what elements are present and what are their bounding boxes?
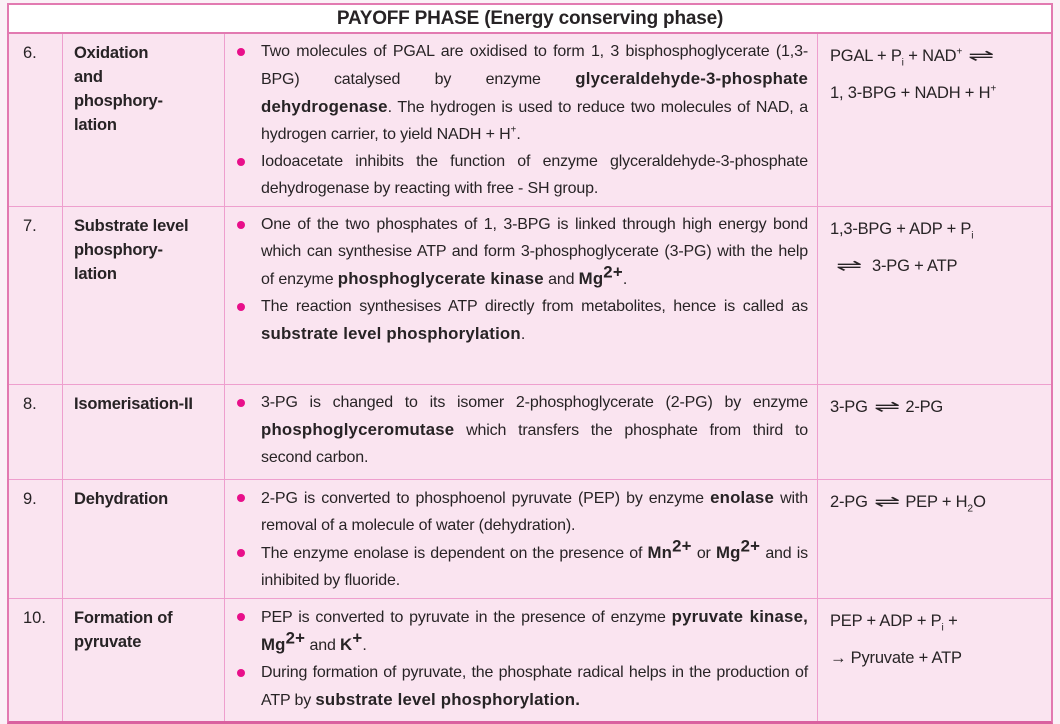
bullet-text: PEP is converted to pyruvate in the presence of enzyme pyruvate kinase, $Mg^{2+}$ and K+. bbox=[261, 607, 808, 654]
step-number: 8. bbox=[9, 385, 63, 479]
bullet-item bbox=[235, 484, 808, 539]
table-header-row bbox=[9, 5, 1051, 34]
bullet-text: Two molecules of PGAL are oxidised to form 1, 3 bisphosphoglycerate (1,3-BPG) catalysed by enzyme glyceraldehyde-3-phosphate dehydrogenase. The hydrogen is used to reduce two molecules of NAD, a hydrogen carrier, to yield NADH + H+. bbox=[261, 43, 808, 143]
step-name: Oxidation and phosphory- lation bbox=[63, 34, 225, 206]
step-number: 9. bbox=[9, 480, 63, 598]
step-equation bbox=[818, 599, 1051, 721]
bullet-icon bbox=[237, 158, 245, 166]
equation-line: ⇌ 3-PG + ATP bbox=[835, 257, 958, 275]
equation-line: PGAL + $P_i + NAD^+$ ⇌ bbox=[830, 46, 995, 69]
equation-line: 1,3-BPG + ADP + $P_i$ bbox=[830, 220, 974, 242]
equation-line: 3-PG ⇌ 2-PG bbox=[830, 398, 944, 416]
step-name: Formation of pyruvate bbox=[63, 599, 225, 721]
bullet-item bbox=[235, 603, 808, 659]
bullet-text: Iodoacetate inhibits the function of enzyme glyceraldehyde-3-phosphate dehydrogenase by reacting with free - SH group. bbox=[261, 153, 808, 197]
bullet-icon bbox=[237, 399, 245, 407]
bullet-text: 3-PG is changed to its isomer 2-phosphoglycerate (2-PG) by enzyme phosphoglyceromutase which transfers the phosphate from third to second carbon. bbox=[261, 394, 808, 466]
bullet-icon bbox=[237, 303, 245, 311]
bullet-item bbox=[235, 389, 808, 471]
step-description bbox=[225, 34, 818, 206]
bullet-text: The reaction synthesises ATP directly from metabolites, hence is called as substrate level phosphorylation. bbox=[261, 298, 808, 343]
bullet-item bbox=[235, 536, 809, 594]
table-row-dehydration bbox=[9, 480, 1051, 599]
bullet-item bbox=[235, 659, 808, 714]
step-equation bbox=[818, 480, 1051, 598]
bullet-icon bbox=[237, 669, 245, 677]
bullet-text: 2-PG is converted to phosphoenol pyruvate (PEP) by enzyme enolase with removal of a molecule of water (dehydration). bbox=[261, 488, 809, 534]
equation-line: → Pyruvate + ATP bbox=[830, 649, 962, 667]
bullet-icon bbox=[237, 494, 245, 502]
bullet-item bbox=[235, 148, 808, 202]
table-row-pyruvate-formation bbox=[9, 599, 1051, 721]
step-equation bbox=[818, 207, 1051, 384]
bullet-icon bbox=[237, 613, 245, 621]
step-number: 7. bbox=[9, 207, 63, 384]
bullet-item bbox=[235, 211, 808, 293]
bullet-text: One of the two phosphates of 1, 3-BPG is linked through high energy bond which can synthesise ATP and form 3-phosphoglycerate (3-PG) with the help of enzyme phosphoglycerate kinase and $Mg^{2+}$. bbox=[261, 216, 808, 288]
payoff-phase-table bbox=[7, 3, 1053, 724]
bullet-text: The enzyme enolase is dependent on the presence of $Mn^{2+}$ or $Mg^{2+}$ and is inhibited by fluoride. bbox=[261, 536, 809, 589]
bullet-item bbox=[235, 293, 808, 348]
step-description bbox=[225, 385, 818, 479]
step-description bbox=[225, 480, 818, 598]
equation-line: 2-PG ⇌ PEP + $H_2O$ bbox=[830, 493, 986, 515]
bullet-item bbox=[235, 38, 808, 148]
table-title: PAYOFF PHASE (Energy conserving phase) bbox=[336, 7, 724, 29]
equation-line: PEP + ADP + $P_i$ + bbox=[830, 612, 958, 634]
table-row-substrate-level bbox=[9, 207, 1051, 385]
table-row-oxidation bbox=[9, 34, 1051, 207]
equation-line: 1, 3-BPG + NADH + H+ bbox=[830, 83, 997, 102]
step-number: 10. bbox=[9, 599, 63, 721]
table-row-isomerisation bbox=[9, 385, 1051, 480]
step-name: Isomerisation-II bbox=[63, 385, 225, 479]
bullet-text: During formation of pyruvate, the phosphate radical helps in the production of ATP by substrate level phosphorylation. bbox=[261, 664, 808, 709]
bullet-icon bbox=[237, 221, 245, 229]
step-name: Dehydration bbox=[63, 480, 225, 598]
step-equation bbox=[818, 34, 1051, 206]
bullet-icon bbox=[237, 549, 245, 557]
step-equation bbox=[818, 385, 1051, 479]
step-description bbox=[225, 599, 818, 721]
step-number: 6. bbox=[9, 34, 63, 206]
step-name: Substrate level phosphory- lation bbox=[63, 207, 225, 384]
bullet-icon bbox=[237, 48, 245, 56]
step-description bbox=[225, 207, 818, 384]
